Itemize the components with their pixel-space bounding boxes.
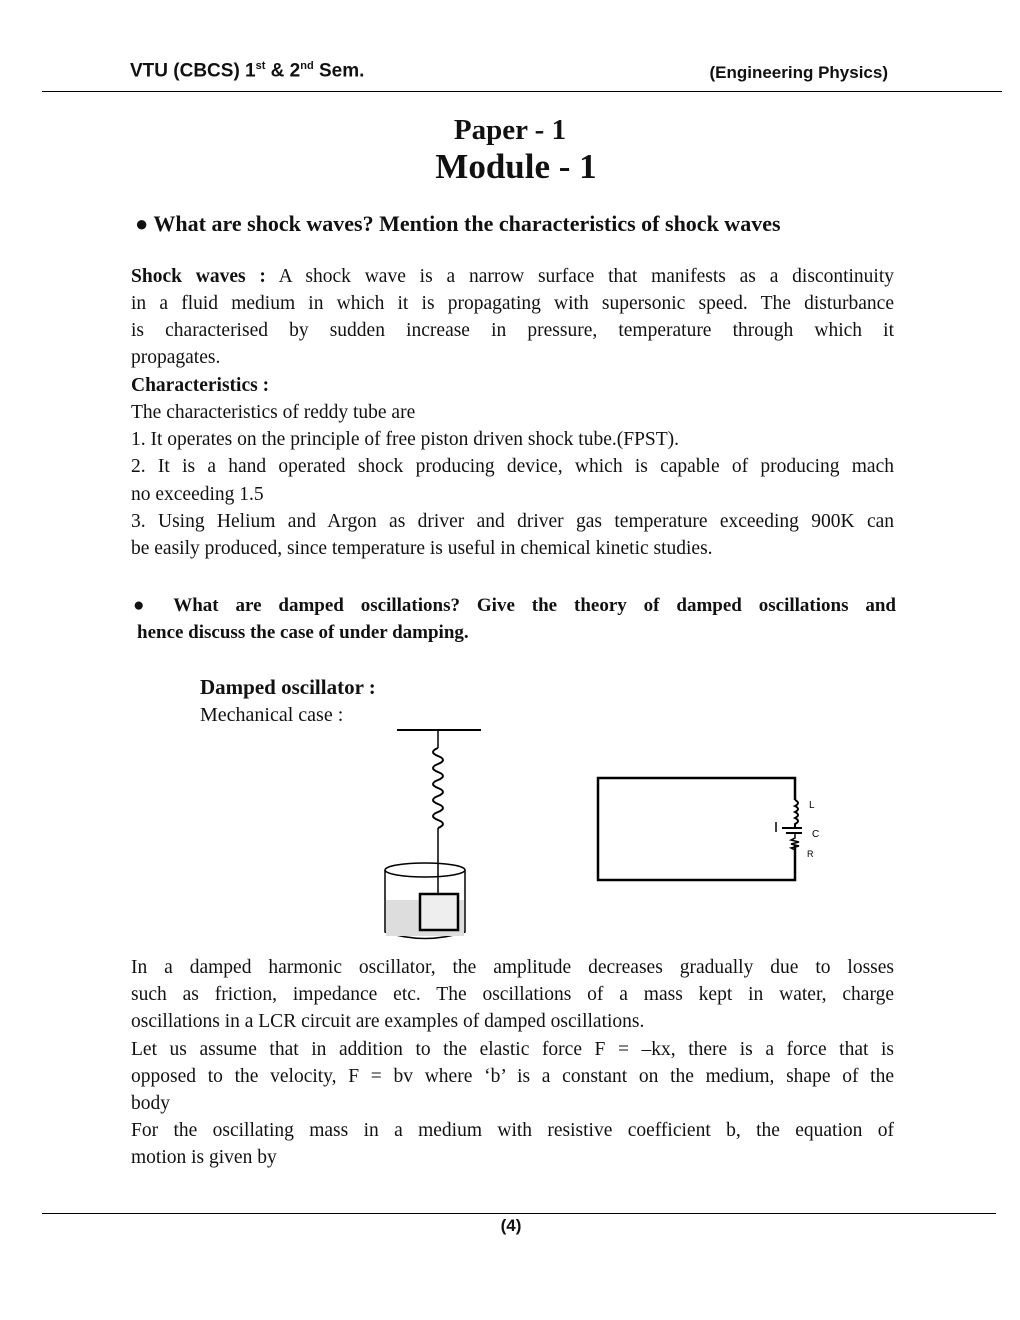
paragraph-line: 2. It is a hand operated shock producing device, which is capable of producing mach (131, 456, 894, 477)
paragraph-line: The characteristics of reddy tube are (131, 402, 416, 423)
bullet-icon: ● (133, 595, 174, 616)
question-text: What are shock waves? Mention the characteristics of shock waves (153, 211, 781, 236)
paragraph-line: is characterised by sudden increase in pressure, temperature through which it (131, 320, 894, 341)
lcr-circuit-diagram (590, 770, 840, 890)
module-title: Module - 1 (435, 147, 597, 186)
paragraph-line: such as friction, impedance etc. The oscillations of a mass kept in water, charge (131, 984, 894, 1005)
paragraph-line: Let us assume that in addition to the elastic force F = –kx, there is a force that is (131, 1039, 894, 1060)
paragraph-line: body (131, 1093, 170, 1114)
paragraph-line: oscillations in a LCR circuit are examples of damped oscillations. (131, 1011, 645, 1032)
header-text: & 2 (265, 60, 301, 82)
question-2-line: hence discuss the case of under damping. (137, 622, 469, 643)
paragraph-line: no exceeding 1.5 (131, 484, 264, 505)
term: Shock waves : (131, 266, 266, 287)
header-text: Sem. (313, 60, 365, 82)
capacitor-label: C (812, 829, 820, 840)
header-subject: (Engineering Physics) (709, 63, 888, 82)
question-text: What are damped oscillations? Give the theory of damped oscillations and (173, 595, 896, 616)
mechanical-case-label: Mechanical case : (200, 704, 344, 726)
text: A shock wave is a narrow surface that manifests as a discontinuity (265, 266, 894, 287)
paragraph-line (131, 265, 894, 289)
paragraph-line: in a fluid medium in which it is propagating with supersonic speed. The disturbance (131, 293, 894, 314)
spring-mass-diagram (370, 720, 500, 950)
paper-title: Paper - 1 (453, 114, 567, 146)
paragraph-line: 1. It operates on the principle of free piston driven shock tube.(FPST). (131, 429, 680, 450)
paragraph-line: In a damped harmonic oscillator, the amplitude decreases gradually due to losses (131, 957, 894, 978)
header-sup: nd (300, 60, 314, 72)
header-sup: st (255, 60, 266, 72)
damped-heading: Damped oscillator : (200, 675, 376, 699)
inductor-label: L (809, 800, 815, 811)
paragraph-line: For the oscillating mass in a medium with resistive coefficient b, the equation of (131, 1120, 894, 1141)
resistor-label: R (807, 849, 814, 859)
header-text: VTU (CBCS) 1 (130, 60, 256, 82)
footer-rule (42, 1213, 996, 1214)
paragraph-line: motion is given by (131, 1147, 277, 1168)
header-rule (42, 91, 1002, 92)
page-number: (4) (500, 1216, 522, 1235)
bullet-icon: ● (135, 211, 154, 236)
characteristics-heading: Characteristics : (131, 375, 270, 396)
paragraph-line: propagates. (131, 347, 221, 368)
question-2-line (133, 594, 896, 618)
paragraph-line: be easily produced, since temperature is useful in chemical kinetic studies. (131, 538, 713, 559)
paragraph-line: opposed to the velocity, F = bv where ‘b’ is a constant on the medium, shape of the (131, 1066, 894, 1087)
header-course (130, 60, 364, 82)
question-1 (135, 211, 781, 237)
paragraph-line: 3. Using Helium and Argon as driver and driver gas temperature exceeding 900K can (131, 511, 894, 532)
